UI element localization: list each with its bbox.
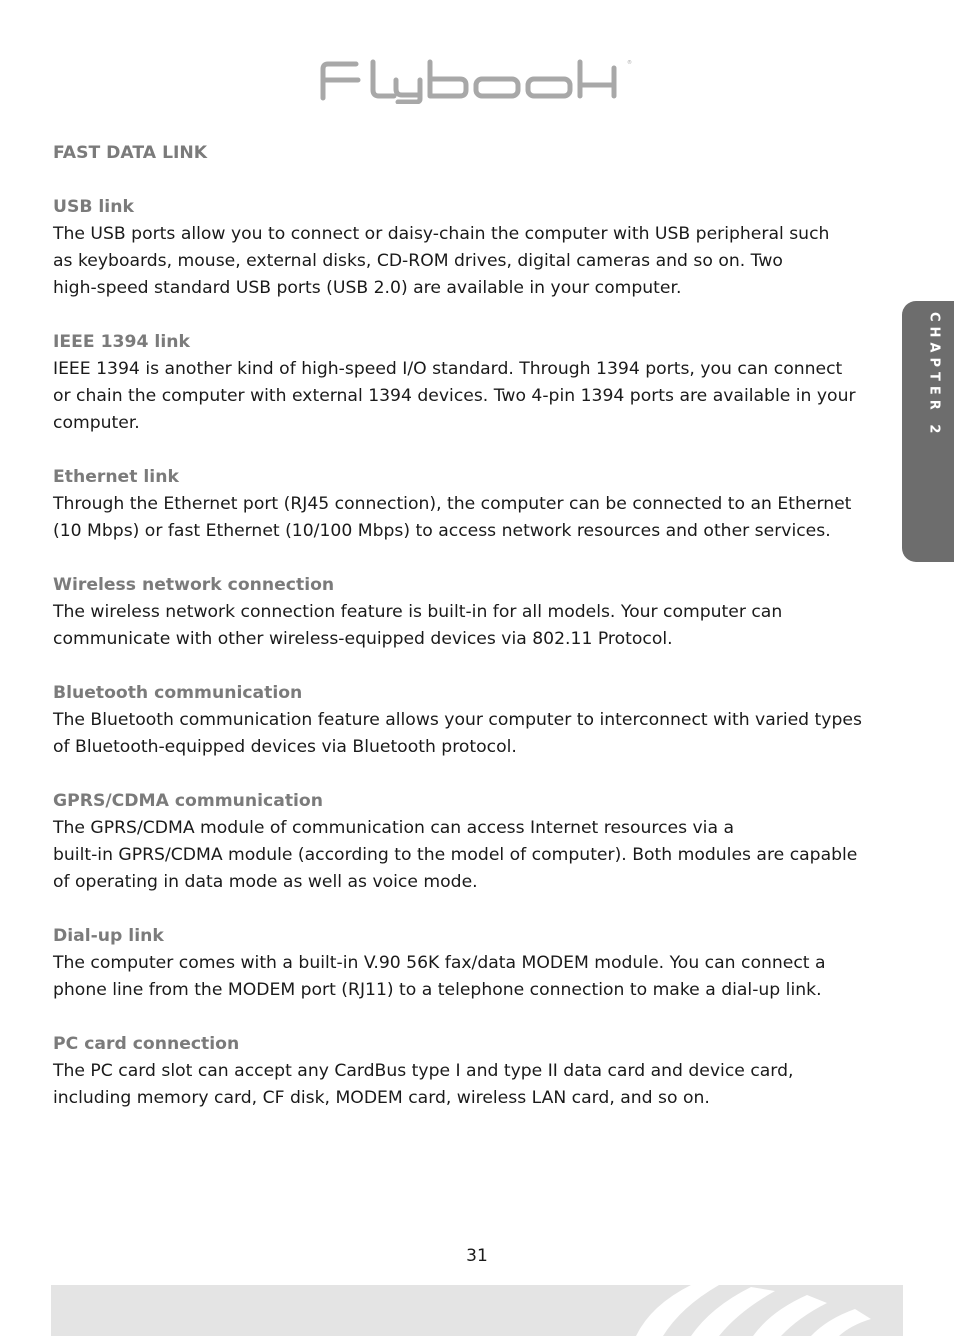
paragraph-pc-card: The PC card slot can accept any CardBus type I and type II data card and device card, including memory card, CF disk, MODEM card, wireless LAN card, and so on. [53, 1061, 794, 1108]
paragraph-gprs-cdma: The GPRS/CDMA module of communication can access Internet resources via a built-in GPRS/CDMA module (according to the model of computer). Both modules are capable of operating in data mode as well as voice mode. [53, 818, 858, 892]
heading-ethernet-link: Ethernet link [53, 467, 179, 487]
heading-wireless-network: Wireless network connection [53, 575, 335, 595]
heading-dial-up-link: Dial-up link [53, 926, 164, 946]
paragraph-ieee-1394-link: IEEE 1394 is another kind of high-speed I/O standard. Through 1394 ports, you can connect or chain the computer with external 1394 devices. Two 4-pin 1394 ports are available in your computer. [53, 359, 856, 433]
heading-pc-card: PC card connection [53, 1034, 240, 1054]
paragraph-wireless-network: The wireless network connection feature is built-in for all models. Your computer can communicate with other wireless-equipped devices via 802.11 Protocol. [53, 602, 783, 649]
chapter-word: CHAPTER [926, 312, 942, 415]
flybook-logo [318, 58, 634, 104]
page-number: 31 [466, 1246, 488, 1266]
heading-usb-link: USB link [53, 197, 134, 217]
heading-ieee-1394-link: IEEE 1394 link [53, 332, 190, 352]
paragraph-dial-up-link: The computer comes with a built-in V.90 56K fax/data MODEM module. You can connect a phone line from the MODEM port (RJ11) to a telephone connection to make a dial-up link. [53, 953, 826, 1000]
section-title: FAST DATA LINK [53, 143, 208, 163]
footer-band [51, 1285, 903, 1336]
paragraph-ethernet-link: Through the Ethernet port (RJ45 connection), the computer can be connected to an Ethernet (10 Mbps) or fast Ethernet (10/100 Mbps) to access network resources and other services. [53, 494, 852, 541]
paragraph-usb-link: The USB ports allow you to connect or daisy-chain the computer with USB peripheral such as keyboards, mouse, external disks, CD-ROM drives, digital cameras and so on. Two high-speed standard USB ports (USB 2.0) are available in your computer. [53, 224, 830, 298]
chapter-tab-text [927, 312, 942, 438]
main-content [53, 140, 893, 1112]
chapter-number: 2 [926, 424, 942, 439]
heading-bluetooth: Bluetooth communication [53, 683, 303, 703]
paragraph-bluetooth: The Bluetooth communication feature allows your computer to interconnect with varied types of Bluetooth-equipped devices via Bluetooth protocol. [53, 710, 862, 757]
registered-mark: ® [627, 60, 632, 66]
heading-gprs-cdma: GPRS/CDMA communication [53, 791, 323, 811]
footer-swoosh-decoration [51, 1285, 903, 1336]
